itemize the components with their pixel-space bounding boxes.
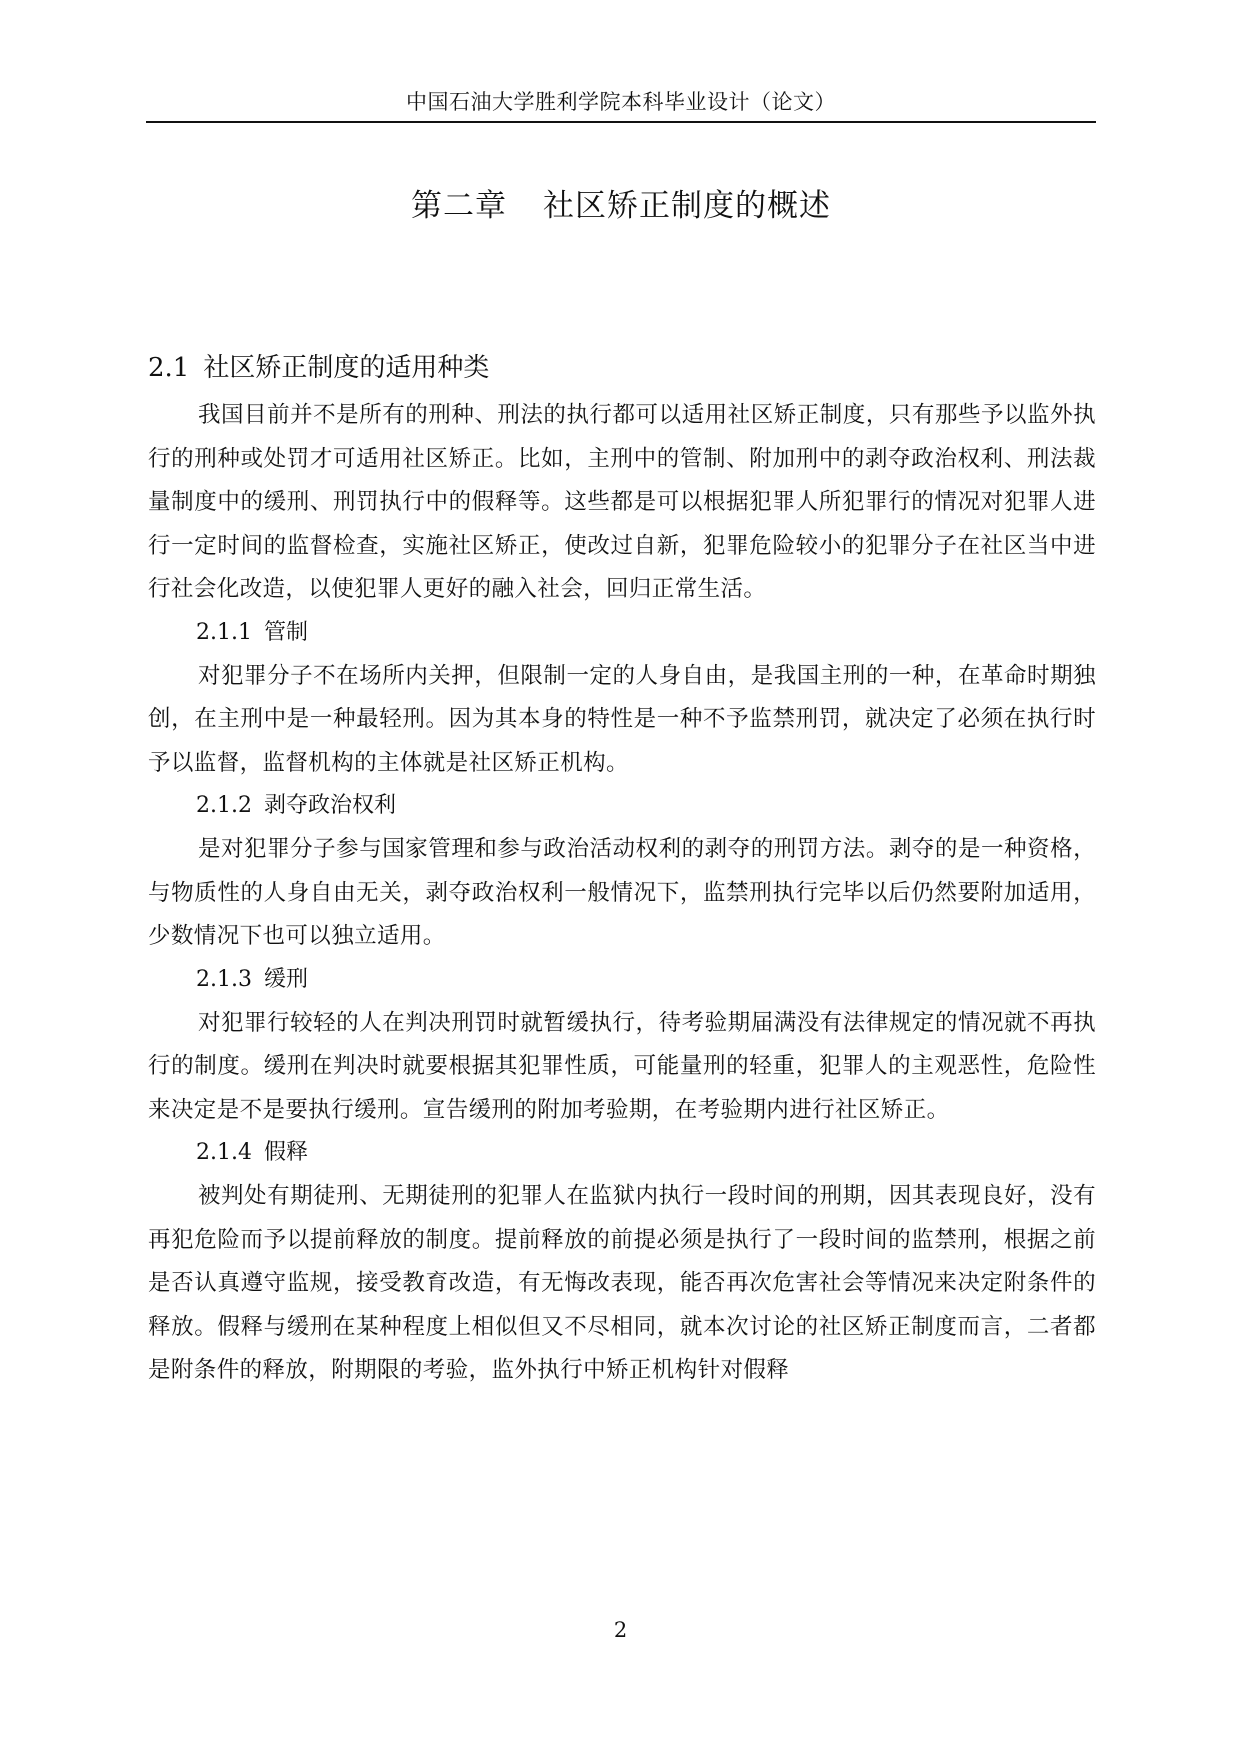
chapter-body: [148, 350, 1096, 1393]
section-heading: [148, 350, 1096, 386]
subsection-heading: [196, 615, 1096, 651]
subsection-title: 假释: [263, 1140, 308, 1165]
subsection-number: 2.1.3: [196, 966, 252, 992]
chapter-number: 第二章: [411, 188, 507, 224]
subsection-paragraph: 对犯罪分子不在场所内关押，但限制一定的人身自由，是我国主刑的一种，在革命时期独创，在主刑中是一种最轻刑。因为其本身的特性是一种不予监禁刑罚，就决定了必须在执行时予以监督，监督机构的主体就是社区矫正机构。: [148, 662, 1096, 776]
section-intro-paragraph: 我国目前并不是所有的刑种、刑法的执行都可以适用社区矫正制度，只有那些予以监外执行的刑种或处罚才可适用社区矫正。比如，主刑中的管制、附加刑中的剥夺政治权利、刑法裁量制度中的缓刑、刑罚执行中的假释等。这些都是可以根据犯罪人所犯罪行的情况对犯罪人进行一定时间的监督检查，实施社区矫正，使改过自新，犯罪危险较小的犯罪分子在社区当中进行社会化改造，以使犯罪人更好的融入社会，回归正常生活。: [148, 402, 1096, 602]
subsection-heading: [196, 1135, 1096, 1171]
running-header: 中国石油大学胜利学院本科毕业设计（论文）: [406, 90, 836, 114]
subsection-title: 剥夺政治权利: [263, 793, 396, 818]
header-rule: [146, 121, 1096, 123]
chapter-title: [146, 184, 1096, 228]
subsection-heading: [196, 788, 1096, 824]
subsection-title: 缓刑: [263, 966, 308, 992]
subsection-number: 2.1.4: [196, 1140, 252, 1165]
subsection-heading: [196, 962, 1096, 998]
page-number: 2: [613, 1618, 628, 1642]
subsection-number: 2.1.1: [196, 619, 252, 645]
subsection-paragraph: 是对犯罪分子参与国家管理和参与政治活动权利的剥夺的刑罚方法。剥夺的是一种资格，与物质性的人身自由无关，剥夺政治权利一般情况下，监禁刑执行完毕以后仍然要附加适用，少数情况下也可以独立适用。: [148, 836, 1096, 949]
subsection-paragraph: 被判处有期徒刑、无期徒刑的犯罪人在监狱内执行一段时间的刑期，因其表现良好，没有再犯危险而予以提前释放的制度。提前释放的前提必须是执行了一段时间的监禁刑，根据之前是否认真遵守监规，接受教育改造，有无悔改表现，能否再次危害社会等情况来决定附条件的释放。假释与缓刑在某种程度上相似但又不尽相同，就本次讨论的社区矫正制度而言，二者都是附条件的释放，附期限的考验，监外执行中矫正机构针对假释: [148, 1183, 1096, 1383]
subsection-paragraph: 对犯罪行较轻的人在判决刑罚时就暂缓执行，待考验期届满没有法律规定的情况就不再执行的制度。缓刑在判决时就要根据其犯罪性质，可能量刑的轻重，犯罪人的主观恶性，危险性来决定是不是要执行缓刑。宣告缓刑的附加考验期，在考验期内进行社区矫正。: [148, 1009, 1096, 1123]
section-title: 社区矫正制度的适用种类: [203, 353, 490, 383]
subsection-title: 管制: [263, 619, 308, 645]
subsection-number: 2.1.2: [196, 793, 252, 818]
section-number: 2.1: [148, 353, 190, 383]
chapter-name: 社区矫正制度的概述: [543, 188, 831, 224]
